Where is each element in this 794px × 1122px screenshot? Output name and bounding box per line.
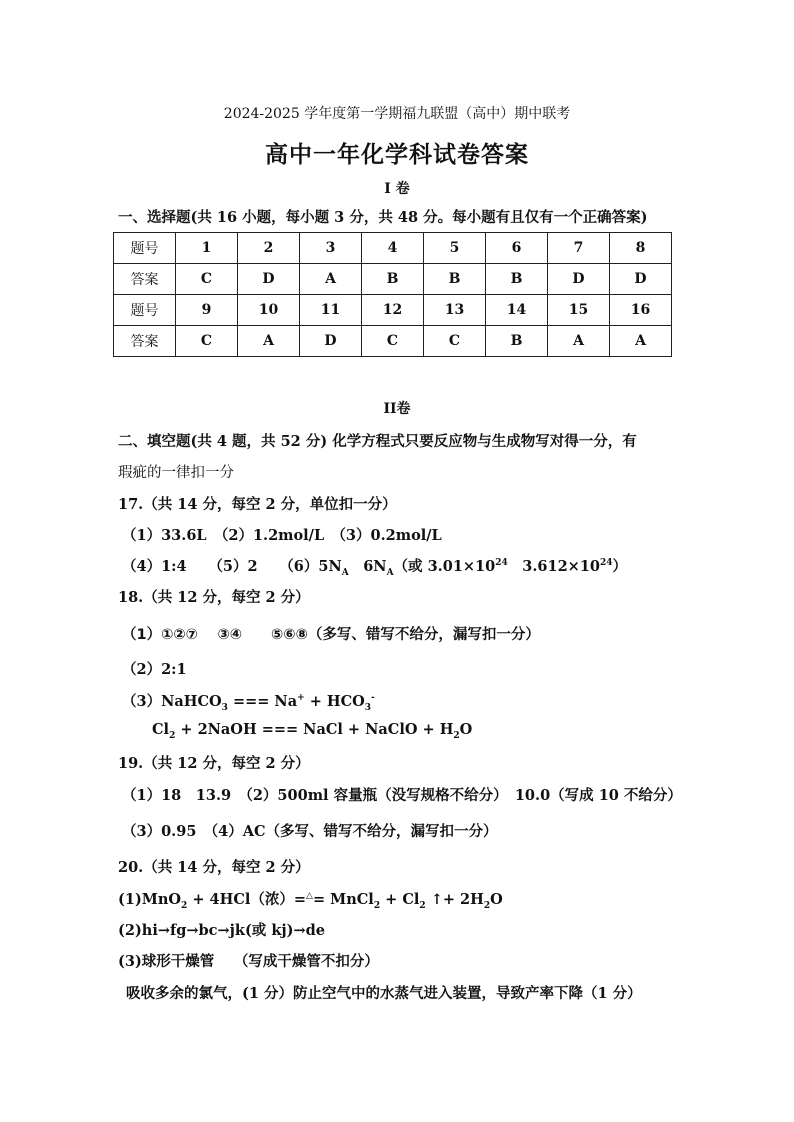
q18-text: + HCO (304, 693, 365, 710)
q20-sub: 2 (483, 900, 491, 911)
q17-text: （4）1:4 （5）2 （6）5N (122, 558, 342, 575)
q20-answer-line3: (3)球形干燥管 （写成干燥管不扣分） (118, 953, 379, 970)
q20-text: O (490, 891, 503, 908)
table-cell: 16 (610, 295, 672, 326)
q18-sup: + (297, 693, 305, 704)
q17-sup: 24 (495, 558, 508, 569)
q18-sub: 2 (453, 730, 460, 741)
q17-text: 3.612×10 (507, 558, 601, 575)
q17-answer-line1: （1）33.6L （2）1.2mol/L （3）0.2mol/L (122, 527, 442, 544)
q18-text: （3）NaHCO (122, 693, 222, 710)
table-cell: 6 (486, 233, 548, 264)
table-cell: 5 (424, 233, 486, 264)
a-label: 答案 (114, 264, 176, 295)
section-2-line2: 瑕疵的一律扣一分 (118, 465, 234, 481)
q20-sub: 2 (419, 900, 426, 911)
q18-sub: 2 (169, 730, 176, 741)
table-cell: B (486, 264, 548, 295)
table-row (114, 233, 672, 264)
table-cell: 11 (300, 295, 362, 326)
q20-text: = MnCl (312, 891, 374, 908)
table-cell: D (238, 264, 300, 295)
q20-answer-line1 (118, 888, 503, 911)
q18-sub: 3 (364, 702, 372, 713)
q17-answer-line2 (122, 555, 627, 578)
page-title: 高中一年化学科试卷答案 (265, 141, 529, 168)
q19-heading: 19.（共 12 分，每空 2 分） (118, 755, 310, 772)
table-row (114, 326, 672, 357)
q20-sub: 2 (181, 900, 188, 911)
q20-text: ↑+ 2H (425, 891, 484, 908)
table-cell: 7 (548, 233, 610, 264)
q17-sup: 24 (600, 558, 613, 569)
table-cell: C (176, 326, 238, 357)
table-cell: A (548, 326, 610, 357)
q18-answer-line4 (152, 721, 472, 741)
volume-2-heading: II卷 (383, 401, 411, 417)
q18-answer-line1: （1）①②⑦ ③④ ⑤⑥⑧（多写、错写不给分，漏写扣一分） (122, 627, 540, 643)
table-cell: B (486, 326, 548, 357)
table-cell: D (610, 264, 672, 295)
q17-text: 6N (348, 558, 387, 575)
table-cell: 8 (610, 233, 672, 264)
table-row (114, 295, 672, 326)
section-2-heading (118, 430, 637, 451)
q20-answer-line2: (2)hi→fg→bc→jk(或 kj)→de (118, 922, 326, 939)
answer-table (113, 232, 672, 357)
table-cell: D (548, 264, 610, 295)
q18-sup: - (371, 693, 375, 704)
q-label: 题号 (114, 233, 176, 264)
q20-sup: △ (306, 891, 313, 902)
q20-heading: 20.（共 14 分，每空 2 分） (118, 859, 310, 876)
q20-text: (1)MnO (118, 891, 182, 908)
q19-answer-line1: （1）18 13.9 （2）500ml 容量瓶（没写规格不给分） 10.0（写成 10 不给分） (122, 787, 682, 804)
q-label: 题号 (114, 295, 176, 326)
q20-text: + Cl (380, 891, 420, 908)
table-cell: B (424, 264, 486, 295)
table-cell: 3 (300, 233, 362, 264)
table-cell: 14 (486, 295, 548, 326)
section-1-heading: 一、选择题(共 16 小题，每小题 3 分，共 48 分。每小题有且仅有一个正确答案) (118, 209, 648, 226)
section-2-line1: 二、填空题(共 4 题，共 52 分) 化学方程式只要反应物与生成物写对得一分，有 (118, 433, 637, 450)
q19-note: （多写、错写不给分，漏写扣一分） (265, 824, 498, 840)
table-cell: B (362, 264, 424, 295)
table-row (114, 264, 672, 295)
q19-answer-line2 (122, 820, 498, 841)
table-cell: A (238, 326, 300, 357)
q20-sub: 2 (373, 900, 381, 911)
q20-text: + 4HCl（浓）= (187, 891, 307, 908)
table-cell: 4 (362, 233, 424, 264)
table-cell: C (176, 264, 238, 295)
q17-sub: A (386, 567, 394, 578)
table-cell: 13 (424, 295, 486, 326)
q17-heading: 17.（共 14 分，每空 2 分，单位扣一分） (118, 496, 397, 513)
table-cell: C (362, 326, 424, 357)
table-cell: 2 (238, 233, 300, 264)
table-cell: C (424, 326, 486, 357)
a-label: 答案 (114, 326, 176, 357)
table-cell: D (300, 326, 362, 357)
exam-subtitle: 2024-2025 学年度第一学期福九联盟（高中）期中联考 (223, 106, 571, 122)
q18-answer-line2: （2）2:1 (122, 661, 187, 678)
table-cell: 15 (548, 295, 610, 326)
q20-answer-line4: 吸收多余的氯气，(1 分）防止空气中的水蒸气进入装置，导致产率下降（1 分） (126, 985, 642, 1002)
q18-sub: 3 (221, 702, 228, 713)
table-cell: 10 (238, 295, 300, 326)
q18-answer-line3 (122, 690, 375, 713)
q17-sub: A (341, 567, 349, 578)
q18-heading: 18.（共 12 分，每空 2 分） (118, 589, 310, 606)
q18-text: Cl (152, 721, 170, 738)
table-cell: A (610, 326, 672, 357)
q19-text: （3）0.95 （4）AC (122, 823, 266, 840)
table-cell: A (300, 264, 362, 295)
q18-text: === Na (227, 693, 298, 710)
q17-text: （或 3.01×10 (393, 558, 496, 575)
volume-1-heading: I 卷 (384, 181, 410, 197)
table-cell: 1 (176, 233, 238, 264)
q17-text: ） (612, 558, 628, 575)
table-cell: 12 (362, 295, 424, 326)
q18-text: + 2NaOH === NaCl + NaClO + H (175, 721, 454, 738)
table-cell: 9 (176, 295, 238, 326)
q18-text: O (459, 721, 473, 738)
